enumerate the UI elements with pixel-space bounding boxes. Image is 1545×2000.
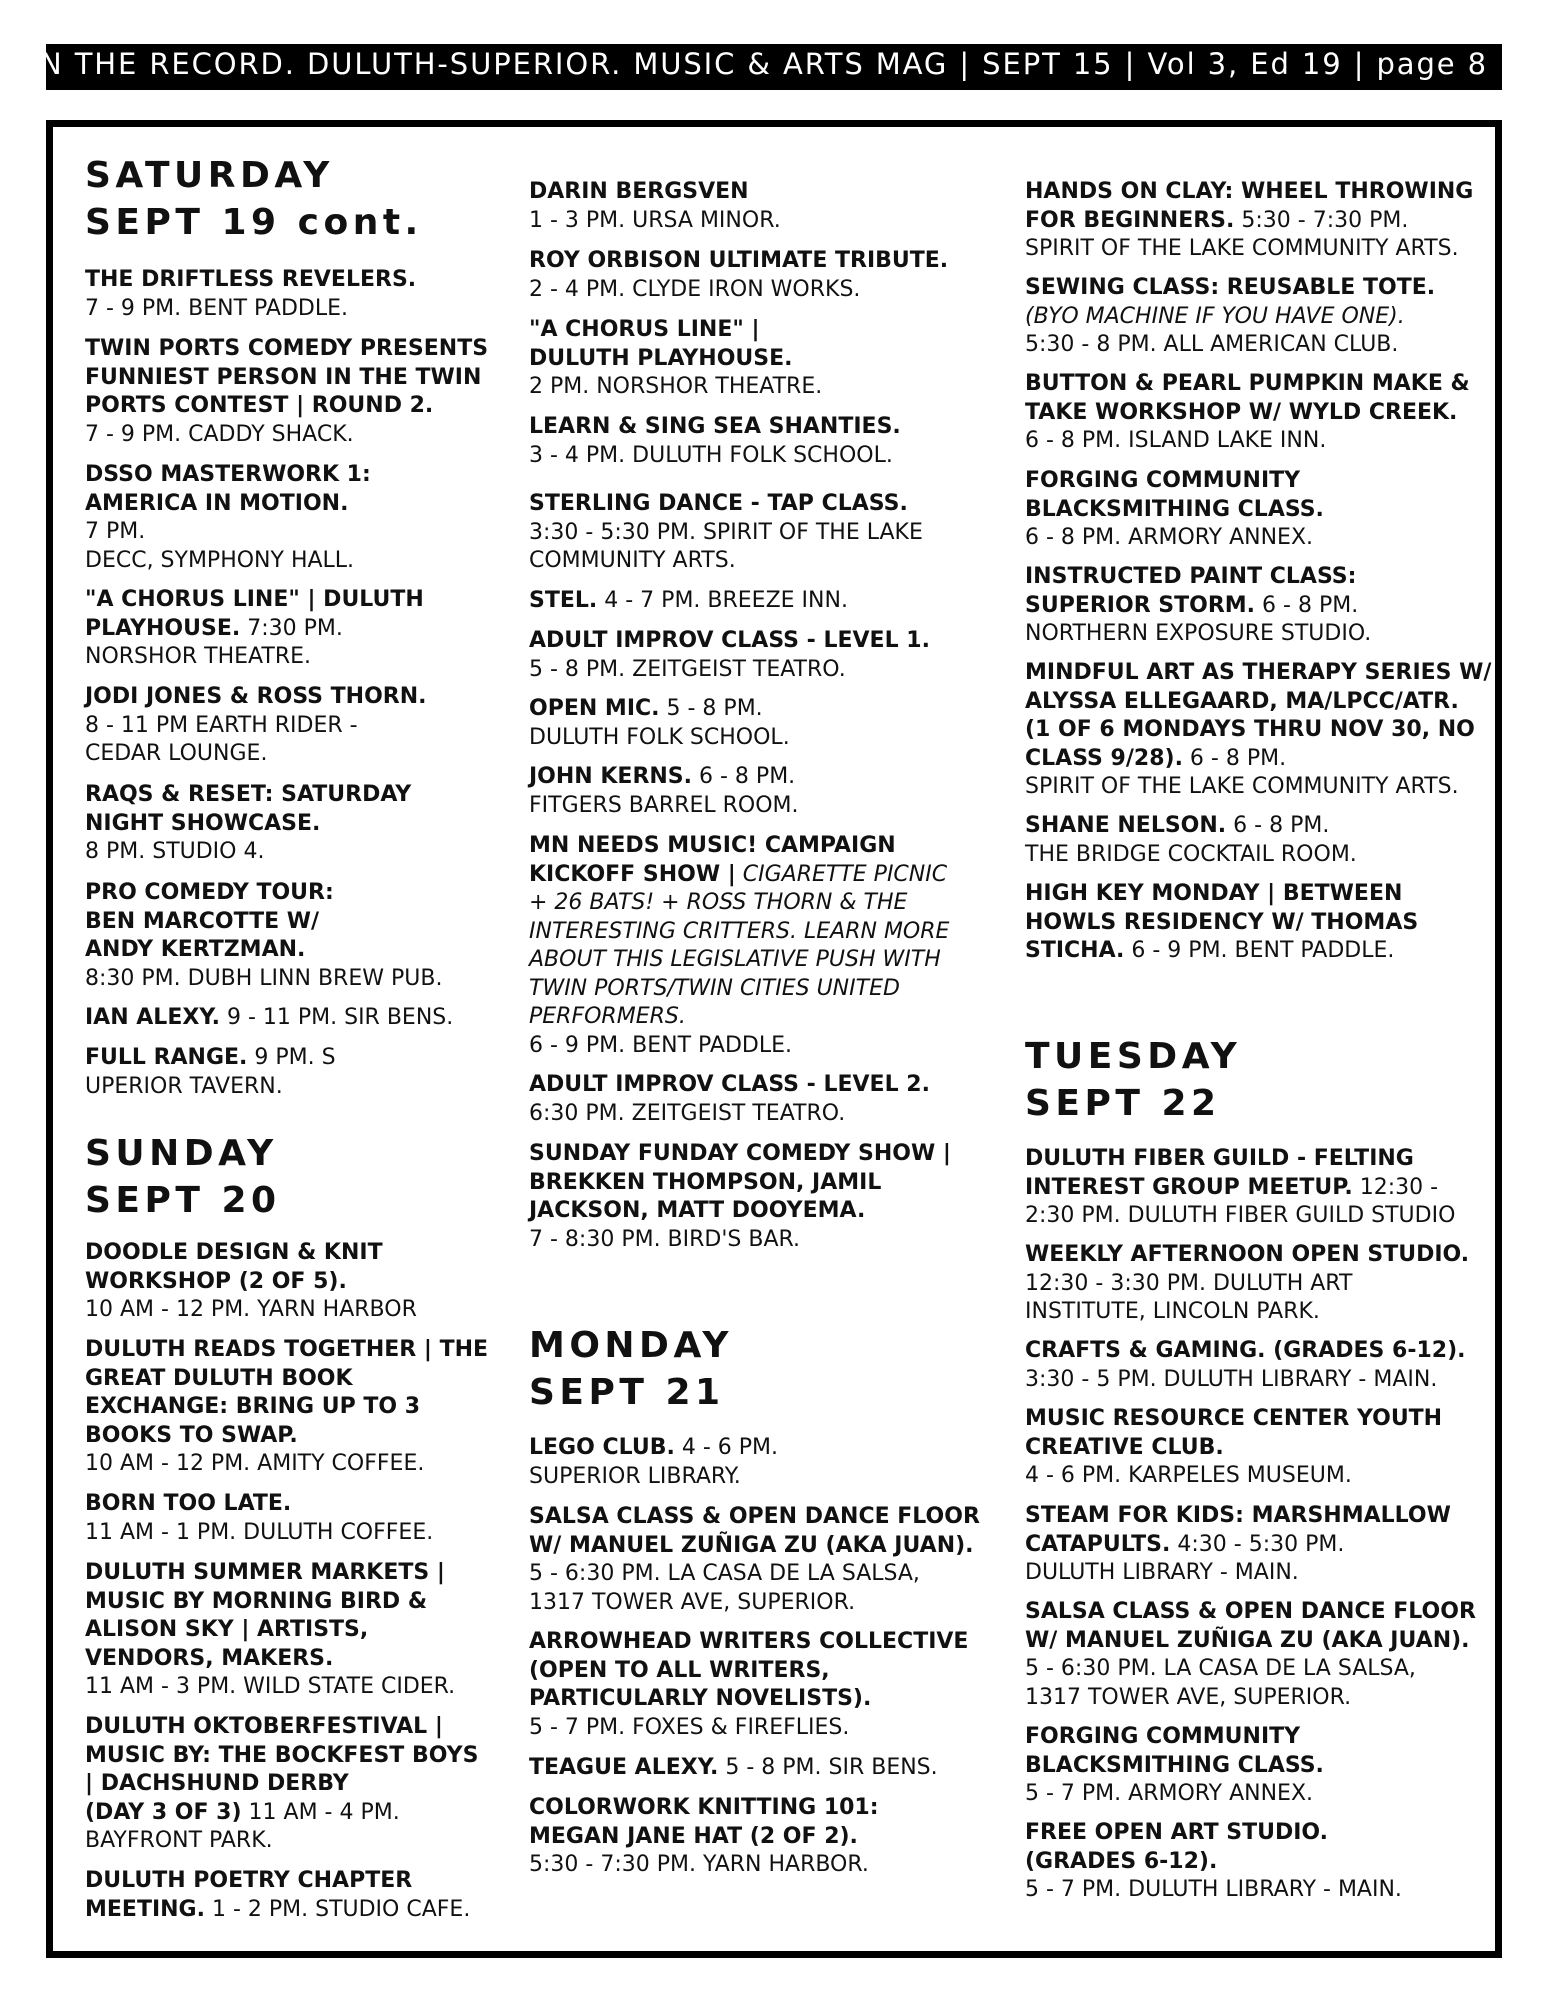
event-detail: 8 PM. STUDIO 4.: [85, 839, 265, 864]
event-detail: 9 - 11 PM. SIR BENS.: [219, 1005, 454, 1030]
event-listing: [1025, 1723, 1324, 1809]
event-title: MUSIC BY MORNING BIRD &: [85, 1588, 428, 1614]
event-title: DARIN BERGSVEN: [529, 179, 749, 204]
event-listing: [529, 178, 781, 235]
day-heading-line: MONDAY: [529, 1325, 733, 1366]
event-detail: 4 - 7 PM. BREEZE INN.: [597, 588, 848, 613]
event-listing: [85, 683, 427, 769]
day-heading-line: SATURDAY: [85, 155, 334, 196]
event-title: (OPEN TO ALL WRITERS,: [529, 1657, 830, 1683]
event-title: MUSIC RESOURCE CENTER YOUTH: [1025, 1406, 1443, 1431]
event-title: STEL.: [529, 588, 598, 613]
event-detail: 10 AM - 12 PM. YARN HARBOR: [85, 1297, 417, 1322]
event-title: BLACKSMITHING CLASS.: [1025, 496, 1324, 522]
event-title: PORTS CONTEST | ROUND 2.: [85, 393, 434, 418]
event-detail: 2 PM. NORSHOR THEATRE.: [529, 374, 823, 399]
event-title: FUNNIEST PERSON IN THE TWIN: [85, 364, 482, 390]
event-detail: 6 - 9 PM. BENT PADDLE.: [1124, 938, 1395, 963]
event-listing: [1025, 563, 1371, 649]
event-title: DOODLE DESIGN & KNIT: [85, 1240, 383, 1265]
event-detail: 4:30 - 5:30 PM.: [1170, 1531, 1345, 1557]
event-listing: [529, 1503, 980, 1617]
day-heading-tuesday: [1025, 1033, 1241, 1127]
event-title: HANDS ON CLAY: WHEEL THROWING: [1025, 179, 1474, 204]
event-detail: 8:30 PM. DUBH LINN BREW PUB.: [85, 965, 443, 991]
event-note: TWIN PORTS/TWIN CITIES UNITED: [529, 975, 900, 1001]
event-note: (BYO MACHINE IF YOU HAVE ONE).: [1025, 303, 1405, 329]
event-title: VENDORS, MAKERS.: [85, 1645, 334, 1671]
event-title: JOHN KERNS.: [529, 764, 693, 789]
event-listing: [529, 316, 822, 402]
event-title: DULUTH FIBER GUILD - FELTING: [1025, 1146, 1414, 1171]
event-title: RAQS & RESET: SATURDAY: [85, 782, 412, 807]
event-title: INSTRUCTED PAINT CLASS:: [1025, 564, 1357, 589]
event-detail: 7 PM.: [85, 519, 146, 544]
event-detail: 7:30 PM.: [240, 615, 343, 641]
event-listing: [1025, 812, 1357, 869]
event-title: (1 OF 6 MONDAYS THRU NOV 30, NO: [1025, 717, 1475, 742]
event-detail: 12:30 - 3:30 PM. DULUTH ART: [1025, 1270, 1353, 1296]
event-detail: CEDAR LOUNGE.: [85, 741, 268, 766]
event-title: FORGING COMMUNITY: [1025, 1724, 1301, 1749]
event-title: FULL RANGE.: [85, 1045, 248, 1070]
event-detail: 1 - 3 PM. URSA MINOR.: [529, 207, 781, 233]
event-detail: 4 - 6 PM.: [674, 1435, 778, 1460]
event-listing: [85, 1867, 470, 1924]
event-title: W/ MANUEL ZUÑIGA ZU (AKA JUAN).: [529, 1532, 974, 1558]
event-note: INTERESTING CRITTERS. LEARN MORE: [529, 918, 950, 944]
event-title: STICHA.: [1025, 938, 1125, 963]
event-title: LEGO CLUB.: [529, 1435, 675, 1460]
event-detail: 1317 TOWER AVE, SUPERIOR.: [529, 1589, 856, 1615]
event-title: CRAFTS & GAMING. (GRADES 6-12).: [1025, 1338, 1466, 1363]
event-detail: 5 - 7 PM. DULUTH LIBRARY - MAIN.: [1025, 1877, 1402, 1902]
event-detail: FITGERS BARREL ROOM.: [529, 792, 799, 818]
event-detail: 10 AM - 12 PM. AMITY COFFEE.: [85, 1451, 425, 1476]
event-title: MN NEEDS MUSIC! CAMPAIGN: [529, 833, 896, 858]
event-title: DULUTH POETRY CHAPTER: [85, 1868, 413, 1893]
event-title: PLAYHOUSE.: [85, 615, 241, 641]
event-listing: [529, 763, 799, 820]
event-title: LEARN & SING SEA SHANTIES.: [529, 414, 901, 439]
event-title: GREAT DULUTH BOOK: [85, 1365, 353, 1391]
event-detail: 5 - 8 PM. ZEITGEIST TEATRO.: [529, 656, 846, 682]
event-listing: [529, 490, 923, 576]
event-title: PARTICULARLY NOVELISTS).: [529, 1686, 872, 1711]
day-heading-line: SEPT 22: [1025, 1083, 1221, 1124]
event-listing: [529, 627, 930, 684]
event-title: TWIN PORTS COMEDY PRESENTS: [85, 336, 489, 361]
event-listing: [85, 1239, 417, 1325]
event-detail: 1317 TOWER AVE, SUPERIOR.: [1025, 1684, 1352, 1710]
event-listing: [1025, 370, 1470, 456]
event-detail: BAYFRONT PARK.: [85, 1828, 273, 1853]
event-listing: [85, 1559, 455, 1702]
event-listing: [529, 1071, 930, 1128]
event-detail: COMMUNITY ARTS.: [529, 548, 736, 573]
event-title: BLACKSMITHING CLASS.: [1025, 1752, 1324, 1778]
event-detail: SPIRIT OF THE LAKE COMMUNITY ARTS.: [1025, 236, 1459, 261]
event-detail: 7 - 8:30 PM. BIRD'S BAR.: [529, 1226, 801, 1252]
event-listing: [85, 1044, 336, 1101]
event-title: DULUTH OKTOBERFESTIVAL |: [85, 1714, 443, 1739]
event-title: HOWLS RESIDENCY W/ THOMAS: [1025, 909, 1419, 935]
event-note: CIGARETTE PICNIC: [735, 861, 948, 887]
event-detail: 6 - 8 PM.: [1255, 592, 1359, 618]
event-note: ABOUT THIS LEGISLATIVE PUSH WITH: [529, 947, 941, 972]
event-title: STEAM FOR KIDS: MARSHMALLOW: [1025, 1503, 1451, 1528]
day-heading-line: SEPT 20: [85, 1180, 281, 1221]
event-detail: DECC, SYMPHONY HALL.: [85, 547, 355, 573]
event-detail: 6 - 8 PM.: [1226, 813, 1330, 838]
event-detail: SPIRIT OF THE LAKE COMMUNITY ARTS.: [1025, 774, 1459, 799]
event-title: DULUTH PLAYHOUSE.: [529, 345, 793, 371]
event-detail: DULUTH LIBRARY - MAIN.: [1025, 1560, 1299, 1585]
event-listing: [1025, 1598, 1476, 1712]
event-listing: [529, 695, 790, 752]
event-detail: 4 - 6 PM. KARPELES MUSEUM.: [1025, 1463, 1352, 1488]
event-title: PRO COMEDY TOUR:: [85, 880, 334, 905]
day-heading-saturday: [85, 152, 423, 246]
event-listing: [529, 1794, 879, 1880]
event-title: SUNDAY FUNDAY COMEDY SHOW |: [529, 1141, 951, 1166]
day-heading-line: TUESDAY: [1025, 1036, 1242, 1077]
event-detail: 9 PM. S: [247, 1045, 336, 1070]
event-listing: [85, 879, 442, 993]
event-title: SHANE NELSON.: [1025, 813, 1227, 838]
event-title: AMERICA IN MOTION.: [85, 490, 349, 516]
event-detail: 2 - 4 PM. CLYDE IRON WORKS.: [529, 276, 861, 302]
event-title: ALYSSA ELLEGAARD, MA/LPCC/ATR.: [1025, 688, 1459, 714]
event-listing: [85, 1490, 433, 1547]
event-listing: [1025, 880, 1418, 966]
event-detail: INSTITUTE, LINCOLN PARK.: [1025, 1299, 1320, 1324]
event-title: STERLING DANCE - TAP CLASS.: [529, 491, 908, 516]
event-title: BREKKEN THOMPSON, JAMIL: [529, 1169, 882, 1195]
event-title: DULUTH READS TOGETHER | THE: [85, 1337, 489, 1362]
event-title: MUSIC BY: THE BOCKFEST BOYS: [85, 1742, 479, 1768]
event-detail: 6 - 9 PM. BENT PADDLE.: [529, 1032, 792, 1058]
event-title: EXCHANGE: BRING UP TO 3: [85, 1394, 421, 1419]
event-listing: [529, 1434, 778, 1491]
event-title: IAN ALEXY.: [85, 1005, 220, 1030]
day-heading-sunday: [85, 1130, 281, 1224]
event-detail: 5 - 6:30 PM. LA CASA DE LA SALSA,: [529, 1561, 920, 1586]
header-bar: [15, 44, 1502, 90]
event-listing: [85, 1336, 488, 1479]
event-title: ARROWHEAD WRITERS COLLECTIVE: [529, 1629, 969, 1654]
event-detail: 11 AM - 1 PM. DULUTH COFFEE.: [85, 1519, 434, 1545]
event-title: FORGING COMMUNITY: [1025, 468, 1301, 493]
event-detail: 5 - 7 PM. FOXES & FIREFLIES.: [529, 1714, 850, 1740]
event-listing: [1025, 1337, 1465, 1394]
event-listing: [529, 832, 949, 1060]
event-detail: UPERIOR TAVERN.: [85, 1073, 283, 1099]
event-detail: 2:30 PM. DULUTH FIBER GUILD STUDIO: [1025, 1203, 1456, 1228]
event-detail: 6:30 PM. ZEITGEIST TEATRO.: [529, 1100, 846, 1126]
event-detail: DULUTH FOLK SCHOOL.: [529, 724, 790, 750]
event-title: ADULT IMPROV CLASS - LEVEL 1.: [529, 628, 930, 653]
event-title: ALISON SKY | ARTISTS,: [85, 1617, 369, 1642]
event-listing: [85, 266, 416, 323]
event-title: MEETING.: [85, 1896, 205, 1922]
event-title: TAKE WORKSHOP W/ WYLD CREEK.: [1025, 399, 1458, 425]
event-title: COLORWORK KNITTING 101:: [529, 1795, 879, 1820]
event-listing: [1025, 274, 1435, 360]
event-listing: [1025, 178, 1473, 264]
event-listing: [85, 1713, 478, 1856]
event-title: BUTTON & PEARL PUMPKIN MAKE &: [1025, 371, 1470, 396]
day-heading-line: SUNDAY: [85, 1133, 278, 1174]
event-detail: 5 - 6:30 PM. LA CASA DE LA SALSA,: [1025, 1656, 1416, 1681]
event-title: FREE OPEN ART STUDIO.: [1025, 1820, 1328, 1845]
header-text: ON THE RECORD. DULUTH-SUPERIOR. MUSIC & ARTS MAG | SEPT 15 | Vol 3, Ed 19 | page 8: [15, 47, 1488, 81]
event-title: NIGHT SHOWCASE.: [85, 810, 321, 836]
event-title: WEEKLY AFTERNOON OPEN STUDIO.: [1025, 1242, 1470, 1267]
event-listing: [85, 1004, 453, 1033]
day-heading-monday: [529, 1322, 733, 1416]
event-detail: 11 AM - 4 PM.: [241, 1799, 400, 1825]
event-title: INTEREST GROUP MEETUP.: [1025, 1174, 1353, 1200]
event-title: (GRADES 6-12).: [1025, 1848, 1218, 1874]
event-detail: 6 - 8 PM. ARMORY ANNEX.: [1025, 525, 1314, 550]
event-detail: 5 - 8 PM.: [659, 696, 763, 721]
event-title: CLASS 9/28).: [1025, 745, 1183, 771]
event-listing: [529, 247, 948, 304]
event-title: "A CHORUS LINE" |: [529, 317, 760, 342]
event-note: + 26 BATS! + ROSS THORN & THE: [529, 890, 908, 915]
event-title: DULUTH SUMMER MARKETS |: [85, 1560, 445, 1585]
event-detail: 3:30 - 5:30 PM. SPIRIT OF THE LAKE: [529, 519, 923, 545]
event-title: WORKSHOP (2 OF 5).: [85, 1268, 347, 1294]
event-listing: [1025, 1405, 1442, 1491]
event-detail: 6 - 8 PM. ISLAND LAKE INN.: [1025, 428, 1327, 453]
event-listing: [85, 781, 411, 867]
event-detail: 11 AM - 3 PM. WILD STATE CIDER.: [85, 1674, 456, 1699]
event-detail: 5:30 - 7:30 PM. YARN HARBOR.: [529, 1852, 869, 1877]
event-detail: NORSHOR THEATRE.: [85, 644, 312, 669]
event-listing: [1025, 659, 1491, 802]
event-detail: NORTHERN EXPOSURE STUDIO.: [1025, 621, 1372, 646]
event-detail: 7 - 9 PM. BENT PADDLE.: [85, 295, 348, 321]
event-listing: [1025, 1241, 1469, 1327]
event-listing: [1025, 1502, 1451, 1588]
event-title: SEWING CLASS: REUSABLE TOTE.: [1025, 275, 1436, 300]
event-listing: [1025, 1819, 1402, 1905]
event-detail: 6 - 8 PM.: [1182, 745, 1287, 771]
event-title: BOOKS TO SWAP.: [85, 1422, 298, 1448]
event-detail: 3:30 - 5 PM. DULUTH LIBRARY - MAIN.: [1025, 1366, 1438, 1392]
event-title: ANDY KERTZMAN.: [85, 937, 306, 962]
event-listing: [85, 586, 424, 672]
event-title: | DACHSHUND DERBY: [85, 1771, 349, 1796]
event-listing: [1025, 1145, 1455, 1231]
event-title: SALSA CLASS & OPEN DANCE FLOOR: [1025, 1599, 1476, 1624]
event-title: CREATIVE CLUB.: [1025, 1434, 1224, 1460]
event-detail: 6 - 8 PM.: [692, 764, 796, 789]
event-detail: 8 - 11 PM EARTH RIDER -: [85, 712, 358, 738]
event-listing: [85, 461, 371, 575]
event-title: CATAPULTS.: [1025, 1531, 1171, 1557]
event-detail: 12:30 -: [1352, 1174, 1439, 1200]
event-title: JACKSON, MATT DOOYEMA.: [529, 1198, 866, 1223]
event-title: MINDFUL ART AS THERAPY SERIES W/: [1025, 660, 1492, 685]
event-detail: SUPERIOR LIBRARY.: [529, 1463, 741, 1489]
event-listing: [529, 1628, 968, 1742]
event-title: HIGH KEY MONDAY | BETWEEN: [1025, 881, 1403, 906]
event-listing: [529, 413, 901, 470]
event-title: FOR BEGINNERS.: [1025, 207, 1235, 233]
event-detail: 1 - 2 PM. STUDIO CAFE.: [204, 1896, 471, 1922]
event-title: W/ MANUEL ZUÑIGA ZU (AKA JUAN).: [1025, 1627, 1470, 1653]
event-title: MEGAN JANE HAT (2 OF 2).: [529, 1823, 858, 1849]
event-title: TEAGUE ALEXY.: [529, 1755, 719, 1780]
event-detail: 5 - 7 PM. ARMORY ANNEX.: [1025, 1781, 1314, 1806]
event-title: JODI JONES & ROSS THORN.: [85, 684, 427, 709]
event-note: PERFORMERS.: [529, 1004, 686, 1029]
event-title: (DAY 3 OF 3): [85, 1799, 242, 1825]
event-detail: 7 - 9 PM. CADDY SHACK.: [85, 421, 354, 447]
event-detail: 5:30 - 7:30 PM.: [1234, 207, 1409, 233]
event-detail: 5 - 8 PM. SIR BENS.: [718, 1755, 938, 1780]
event-title: DSSO MASTERWORK 1:: [85, 462, 371, 487]
event-title: ADULT IMPROV CLASS - LEVEL 2.: [529, 1072, 930, 1097]
event-detail: THE BRIDGE COCKTAIL ROOM.: [1025, 841, 1357, 867]
event-title: ROY ORBISON ULTIMATE TRIBUTE.: [529, 248, 949, 273]
event-detail: 5:30 - 8 PM. ALL AMERICAN CLUB.: [1025, 332, 1399, 357]
event-title: OPEN MIC.: [529, 696, 660, 721]
day-heading-line: SEPT 21: [529, 1372, 725, 1413]
event-listing: [1025, 467, 1324, 553]
event-listing: [529, 1754, 938, 1783]
event-detail: 3 - 4 PM. DULUTH FOLK SCHOOL.: [529, 442, 893, 468]
day-heading-line: SEPT 19 cont.: [85, 202, 423, 243]
event-title: THE DRIFTLESS REVELERS.: [85, 267, 417, 292]
event-title: BEN MARCOTTE W/: [85, 908, 320, 934]
event-listing: [529, 1140, 951, 1254]
event-title: "A CHORUS LINE" | DULUTH: [85, 587, 424, 612]
event-listing: [529, 587, 848, 616]
event-listing: [85, 335, 488, 449]
event-title: BORN TOO LATE.: [85, 1491, 292, 1516]
event-title: SUPERIOR STORM.: [1025, 592, 1256, 618]
event-title: SALSA CLASS & OPEN DANCE FLOOR: [529, 1504, 980, 1529]
event-title: KICKOFF SHOW |: [529, 861, 736, 887]
